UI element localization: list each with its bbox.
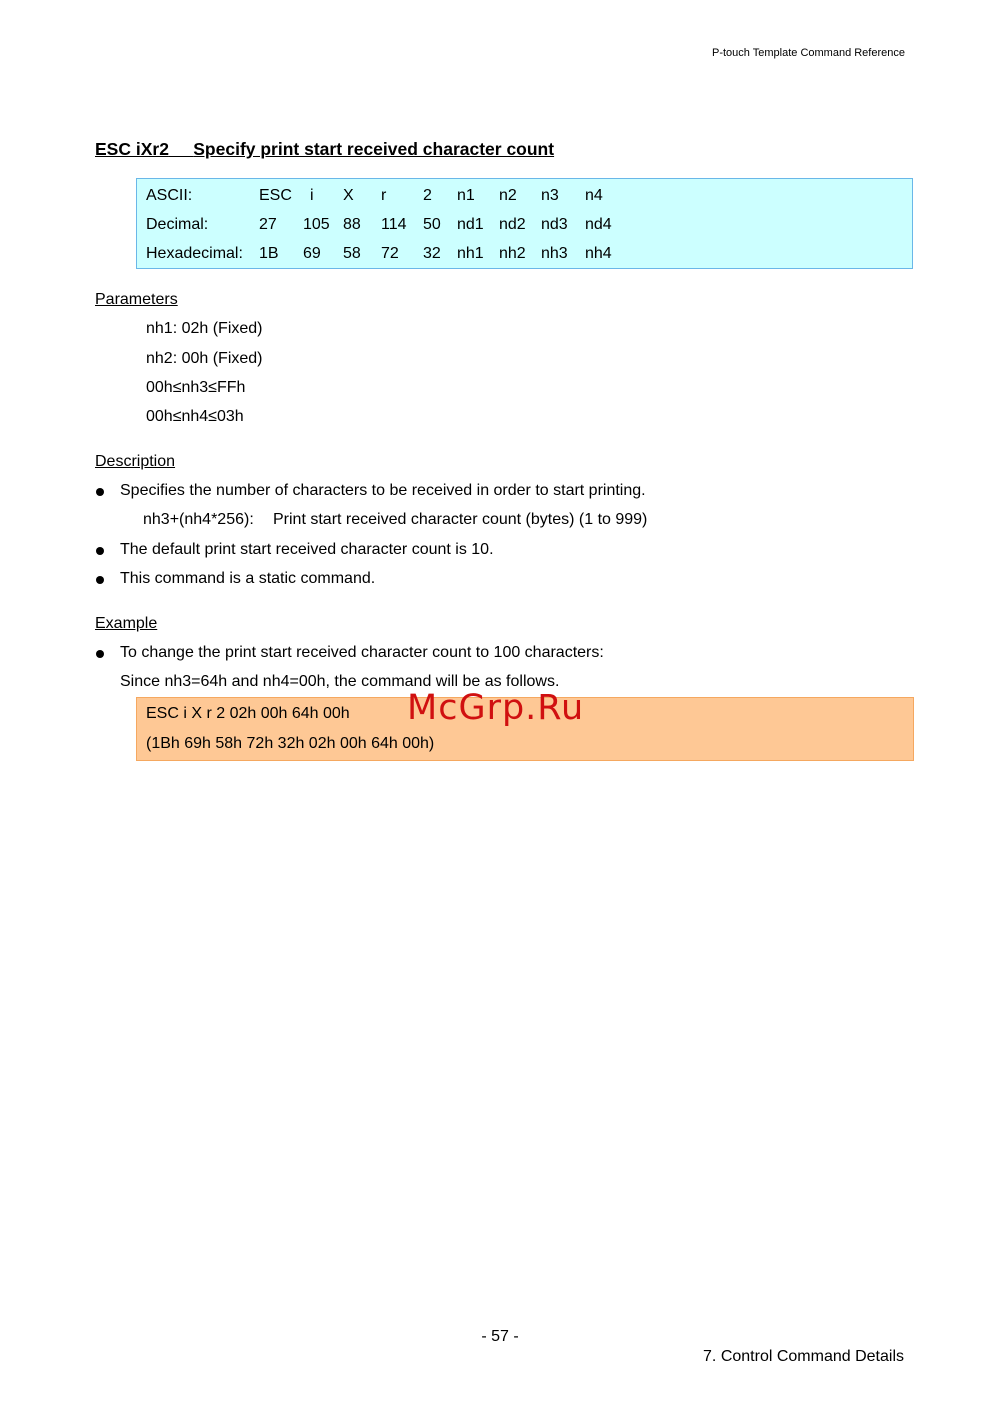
header-reference: P-touch Template Command Reference — [711, 47, 905, 59]
table-cell: 69 — [303, 245, 321, 262]
table-cell: r — [381, 187, 387, 204]
table-cell: n3 — [541, 187, 559, 204]
table-cell: 50 — [423, 216, 441, 233]
table-cell: nd4 — [585, 216, 612, 233]
bullet-icon — [96, 650, 104, 658]
parameter-item: nh1: 02h (Fixed) — [146, 320, 263, 337]
parameter-item: 00h≤nh4≤03h — [146, 408, 244, 425]
formula-text: Print start received character count (bytes) (1 to 999) — [273, 511, 648, 528]
table-cell: n1 — [457, 187, 475, 204]
parameters-heading: Parameters — [95, 291, 178, 308]
table-cell: n2 — [499, 187, 517, 204]
description-bullet: Specifies the number of characters to be received in order to start printing. — [120, 482, 646, 499]
table-cell: i — [310, 187, 314, 204]
example-code-line: (1Bh 69h 58h 72h 32h 02h 00h 64h 00h) — [146, 735, 435, 752]
row-label: ASCII: — [146, 187, 193, 204]
table-cell: 58 — [343, 245, 361, 262]
parameter-item: 00h≤nh3≤FFh — [146, 379, 246, 396]
description-bullet: The default print start received character count is 10. — [120, 541, 494, 558]
page-number: - 57 - — [481, 1328, 519, 1345]
example-since: Since nh3=64h and nh4=00h, the command will be as follows. — [120, 673, 560, 690]
table-cell: nd1 — [457, 216, 484, 233]
table-cell: ESC — [259, 187, 292, 204]
parameter-item: nh2: 00h (Fixed) — [146, 350, 263, 367]
page-title — [95, 139, 554, 160]
table-cell: X — [343, 187, 354, 204]
table-cell: nh3 — [541, 245, 568, 262]
footer-section: 7. Control Command Details — [703, 1348, 904, 1365]
table-cell: 27 — [259, 216, 277, 233]
command-table — [136, 178, 913, 269]
title-description: Specify print start received character count — [193, 139, 555, 159]
example-code-line: ESC i X r 2 02h 00h 64h 00h — [146, 705, 350, 722]
title-command: ESC iXr2 — [95, 139, 169, 159]
table-cell: 2 — [423, 187, 432, 204]
table-cell: nd3 — [541, 216, 568, 233]
bullet-icon — [96, 547, 104, 555]
description-bullet: This command is a static command. — [120, 570, 376, 587]
table-cell: nd2 — [499, 216, 526, 233]
table-cell: 105 — [303, 216, 330, 233]
row-label: Decimal: — [146, 216, 209, 233]
table-cell: nh2 — [499, 245, 526, 262]
table-cell: nh1 — [457, 245, 484, 262]
command-row-decimal — [137, 210, 912, 239]
table-cell: 32 — [423, 245, 441, 262]
bullet-icon — [96, 488, 104, 496]
command-row-hex — [137, 239, 912, 268]
table-cell: nh4 — [585, 245, 612, 262]
watermark: McGrp.Ru — [407, 688, 585, 728]
example-bullet: To change the print start received character count to 100 characters: — [120, 644, 604, 661]
table-cell: 114 — [381, 216, 407, 233]
formula: nh3+(nh4*256): — [143, 511, 254, 528]
example-heading: Example — [95, 615, 158, 632]
table-cell: 1B — [259, 245, 279, 262]
description-heading: Description — [95, 453, 176, 470]
command-row-ascii — [137, 181, 912, 210]
bullet-icon — [96, 576, 104, 584]
table-cell: n4 — [585, 187, 603, 204]
table-cell: 88 — [343, 216, 361, 233]
row-label: Hexadecimal: — [146, 245, 243, 262]
table-cell: 72 — [381, 245, 399, 262]
